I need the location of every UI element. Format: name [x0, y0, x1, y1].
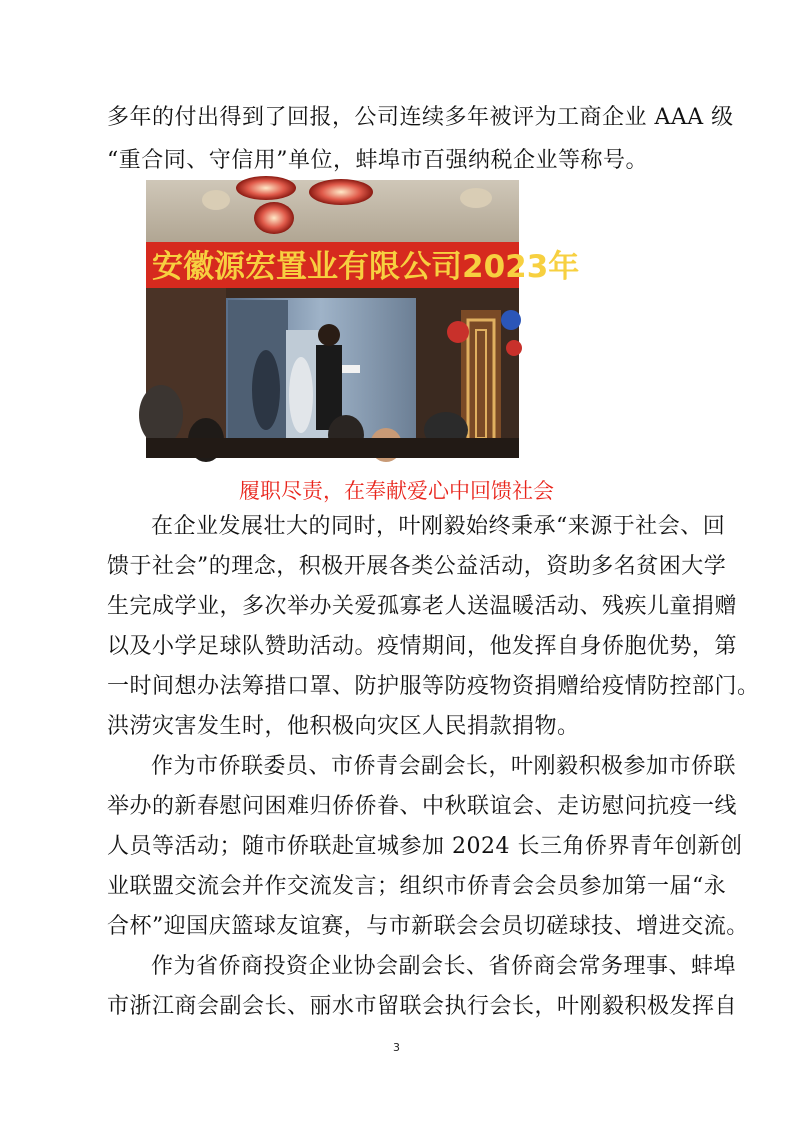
- p1-line: 生完成学业，多次举办关爱孤寡老人送温暖活动、残疾儿童捐赠: [107, 594, 738, 619]
- intro-line-1: 多年的付出得到了回报，公司连续多年被评为工商企业 AAA 级: [107, 105, 734, 130]
- p2-line: 举办的新春慰问困难归侨侨眷、中秋联谊会、走访慰问抗疫一线: [107, 794, 738, 819]
- p2-line: 作为市侨联委员、市侨青会副会长，叶刚毅积极参加市侨联: [151, 754, 737, 779]
- p1-line: 馈于社会”的理念，积极开展各类公益活动，资助多名贫困大学: [107, 554, 727, 579]
- banner-text: 安徽源宏置业有限公司2023年: [152, 249, 580, 285]
- p3-line: 市浙江商会副会长、丽水市留联会执行会长，叶刚毅积极发挥自: [107, 994, 738, 1019]
- p1-line: 一时间想办法筹措口罩、防护服等防疫物资捐赠给疫情防控部门。: [107, 674, 760, 699]
- p2-line: 人员等活动；随市侨联赴宣城参加 2024 长三角侨界青年创新创: [107, 834, 743, 859]
- p1-line: 在企业发展壮大的同时，叶刚毅始终秉承“来源于社会、回: [151, 514, 726, 539]
- p2-line: 合杯”迎国庆篮球友谊赛，与市新联会会员切磋球技、增进交流。: [107, 914, 749, 939]
- p2-line: 业联盟交流会并作交流发言；组织市侨青会会员参加第一届“永: [107, 874, 727, 899]
- p1-line: 洪涝灾害发生时，他积极向灾区人民捐款捐物。: [107, 714, 580, 739]
- p3-line: 作为省侨商投资企业协会副会长、省侨商会常务理事、蚌埠: [151, 954, 737, 979]
- event-photo: [146, 180, 580, 458]
- intro-line-2: “重合同、守信用”单位，蚌埠市百强纳税企业等称号。: [107, 148, 648, 173]
- p1-line: 以及小学足球队赞助活动。疫情期间，他发挥自身侨胞优势，第: [107, 634, 738, 659]
- page-number: 3: [393, 1041, 400, 1054]
- section-heading: 履职尽责，在奉献爱心中回馈社会: [239, 479, 554, 503]
